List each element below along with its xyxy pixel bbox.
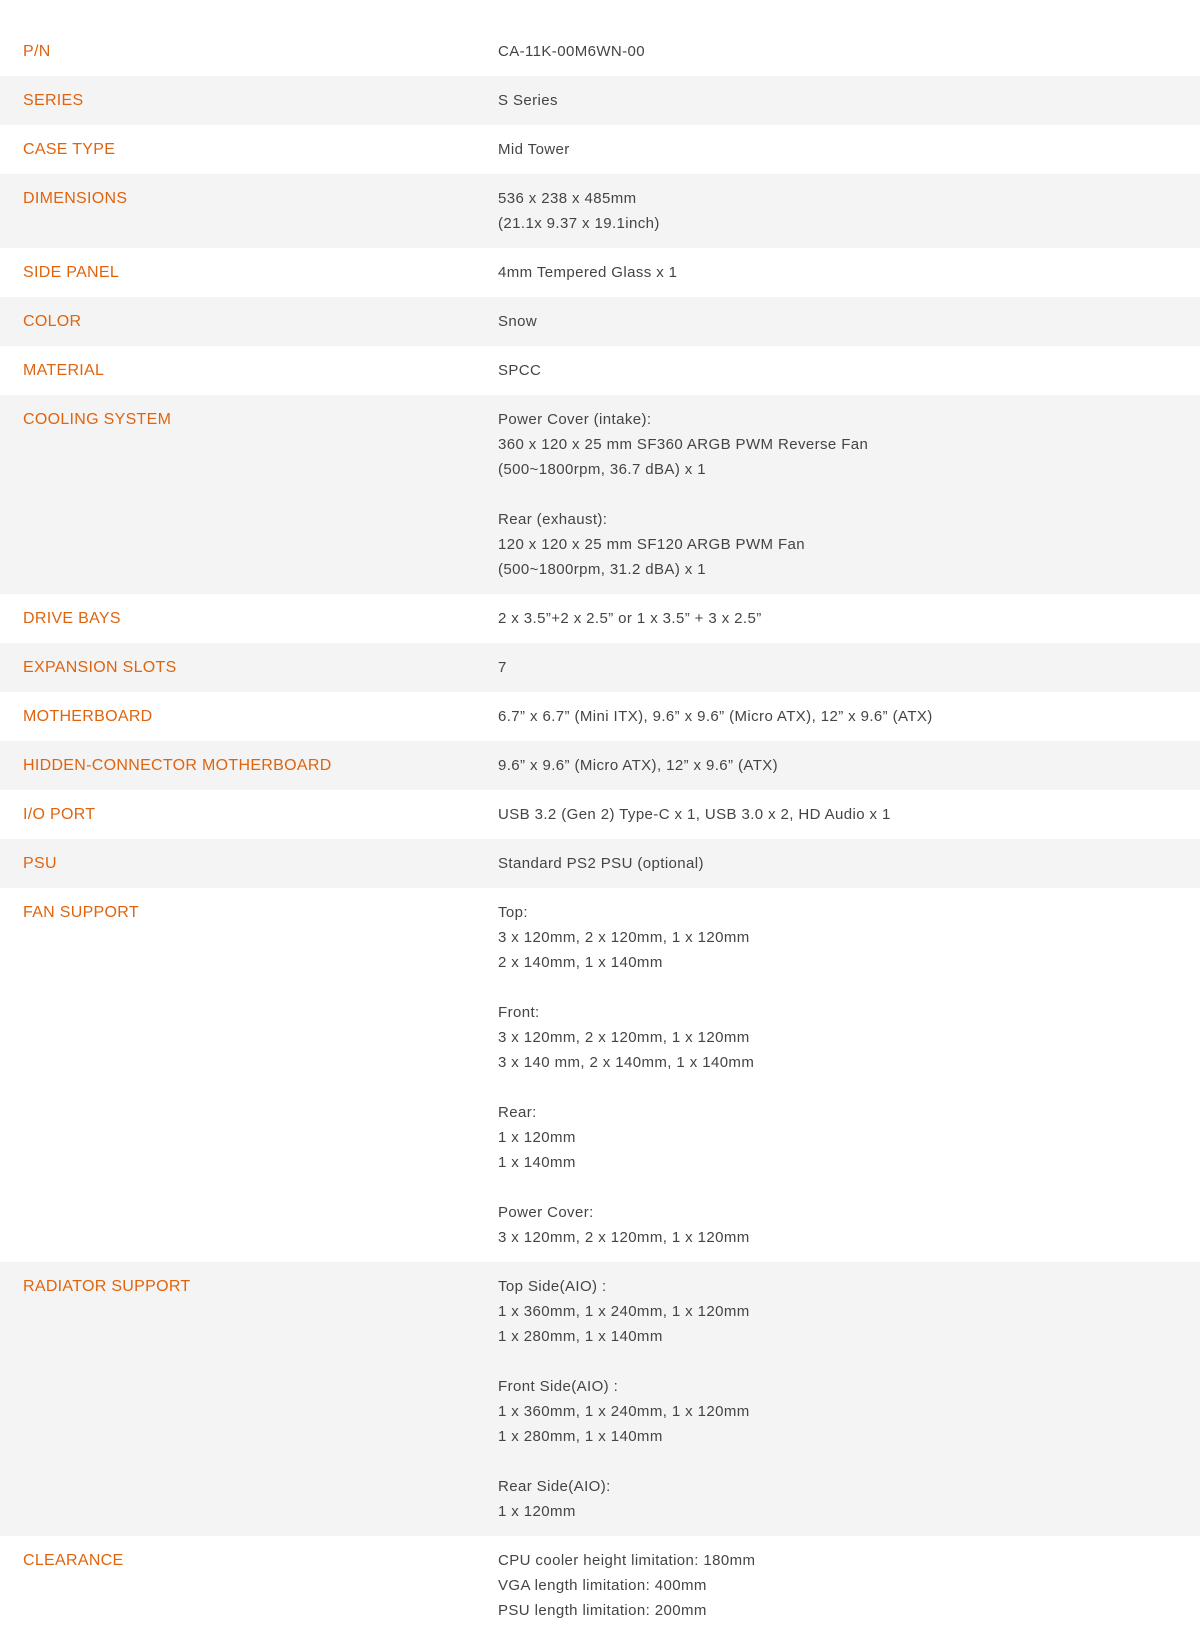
spec-value-line: 3 x 140 mm, 2 x 140mm, 1 x 140mm — [498, 1054, 755, 1071]
spec-row — [0, 839, 1200, 888]
spec-value-line: Top: — [498, 904, 528, 921]
spec-value-line: 1 x 280mm, 1 x 140mm — [498, 1328, 663, 1345]
spec-value-line: 6.7” x 6.7” (Mini ITX), 9.6” x 9.6” (Micro ATX), 12” x 9.6” (ATX) — [498, 708, 933, 725]
spec-row — [0, 395, 1200, 594]
spec-label: CASE TYPE — [23, 141, 116, 158]
spec-value-line — [498, 975, 1200, 1000]
spec-label: MOTHERBOARD — [23, 708, 153, 725]
spec-label: MATERIAL — [23, 362, 105, 379]
spec-value-line: 2 x 3.5”+2 x 2.5” or 1 x 3.5” + 3 x 2.5” — [498, 610, 762, 627]
spec-value-line — [498, 1449, 1200, 1474]
spec-value-line: 1 x 360mm, 1 x 240mm, 1 x 120mm — [498, 1403, 750, 1420]
spec-value-line: USB 3.2 (Gen 2) Type-C x 1, USB 3.0 x 2, HD Audio x 1 — [498, 806, 891, 823]
spec-row — [0, 297, 1200, 346]
spec-value — [498, 309, 1200, 334]
spec-row — [0, 594, 1200, 643]
spec-value-line: VGA length limitation: 400mm — [498, 1577, 707, 1594]
spec-value-line: Top Side(AIO) : — [498, 1278, 607, 1295]
spec-value — [498, 260, 1200, 285]
spec-value-line: Power Cover: — [498, 1204, 594, 1221]
spec-value-line: Rear Side(AIO): — [498, 1478, 611, 1495]
spec-value-line: S Series — [498, 92, 558, 109]
spec-value-line: CA-11K-00M6WN-00 — [498, 43, 645, 60]
spec-value-line: Power Cover (intake): — [498, 411, 652, 428]
spec-row — [0, 790, 1200, 839]
spec-value — [498, 753, 1200, 778]
spec-value — [498, 1548, 1200, 1623]
spec-value — [498, 802, 1200, 827]
spec-value — [498, 704, 1200, 729]
spec-value — [498, 851, 1200, 876]
spec-value — [498, 137, 1200, 162]
spec-label: PSU — [23, 855, 57, 872]
spec-value-line: (500~1800rpm, 36.7 dBA) x 1 — [498, 461, 707, 478]
spec-value — [498, 606, 1200, 631]
spec-value-line: 1 x 120mm — [498, 1129, 576, 1146]
spec-row — [0, 692, 1200, 741]
spec-row — [0, 1262, 1200, 1536]
spec-row — [0, 346, 1200, 395]
spec-value-line: 3 x 120mm, 2 x 120mm, 1 x 120mm — [498, 1229, 750, 1246]
spec-value-line: 1 x 140mm — [498, 1154, 576, 1171]
spec-value-line: 1 x 280mm, 1 x 140mm — [498, 1428, 663, 1445]
spec-label: DRIVE BAYS — [23, 610, 121, 627]
spec-value-line: 2 x 140mm, 1 x 140mm — [498, 954, 663, 971]
spec-value-line: 120 x 120 x 25 mm SF120 ARGB PWM Fan — [498, 536, 806, 553]
spec-value-line: 3 x 120mm, 2 x 120mm, 1 x 120mm — [498, 1029, 750, 1046]
spec-value — [498, 358, 1200, 383]
spec-label: HIDDEN-CONNECTOR MOTHERBOARD — [23, 757, 332, 774]
spec-value — [498, 655, 1200, 680]
spec-value-line: CPU cooler height limitation: 180mm — [498, 1552, 756, 1569]
spec-value-line — [498, 482, 1200, 507]
spec-value-line: Standard PS2 PSU (optional) — [498, 855, 704, 872]
spec-row — [0, 27, 1200, 76]
spec-value-line: Snow — [498, 313, 538, 330]
spec-value-line: 7 — [498, 659, 507, 676]
spec-value-line: (21.1x 9.37 x 19.1inch) — [498, 215, 660, 232]
spec-label: FAN SUPPORT — [23, 904, 139, 921]
spec-value — [498, 39, 1200, 64]
spec-value-line: Front: — [498, 1004, 540, 1021]
spec-value — [498, 1274, 1200, 1524]
spec-value-line: 1 x 360mm, 1 x 240mm, 1 x 120mm — [498, 1303, 750, 1320]
spec-label: RADIATOR SUPPORT — [23, 1278, 191, 1295]
spec-row — [0, 248, 1200, 297]
spec-label: SIDE PANEL — [23, 264, 120, 281]
spec-row — [0, 888, 1200, 1262]
spec-value-line: Rear (exhaust): — [498, 511, 608, 528]
spec-table — [0, 27, 1200, 1635]
spec-value-line: (500~1800rpm, 31.2 dBA) x 1 — [498, 561, 707, 578]
spec-label: COLOR — [23, 313, 82, 330]
spec-value-line: 360 x 120 x 25 mm SF360 ARGB PWM Reverse Fan — [498, 436, 869, 453]
spec-label: I/O PORT — [23, 806, 96, 823]
spec-value — [498, 407, 1200, 582]
spec-value-line: 3 x 120mm, 2 x 120mm, 1 x 120mm — [498, 929, 750, 946]
spec-value — [498, 88, 1200, 113]
spec-value-line: PSU length limitation: 200mm — [498, 1602, 707, 1619]
spec-value — [498, 186, 1200, 236]
spec-label: SERIES — [23, 92, 84, 109]
spec-row — [0, 643, 1200, 692]
spec-value-line: SPCC — [498, 362, 542, 379]
spec-label: COOLING SYSTEM — [23, 411, 172, 428]
spec-label: P/N — [23, 43, 51, 60]
spec-row — [0, 1536, 1200, 1635]
spec-label: EXPANSION SLOTS — [23, 659, 177, 676]
spec-value-line — [498, 1175, 1200, 1200]
spec-row — [0, 76, 1200, 125]
spec-value-line: 4mm Tempered Glass x 1 — [498, 264, 678, 281]
spec-value-line: 1 x 120mm — [498, 1503, 576, 1520]
spec-value-line — [498, 1349, 1200, 1374]
spec-value — [498, 900, 1200, 1250]
spec-label: DIMENSIONS — [23, 190, 128, 207]
spec-value-line: Rear: — [498, 1104, 537, 1121]
spec-value-line: Front Side(AIO) : — [498, 1378, 619, 1395]
spec-value-line: 536 x 238 x 485mm — [498, 190, 637, 207]
spec-row — [0, 741, 1200, 790]
spec-value-line: Mid Tower — [498, 141, 570, 158]
spec-value-line — [498, 1075, 1200, 1100]
spec-label: CLEARANCE — [23, 1552, 124, 1569]
spec-value-line: 9.6” x 9.6” (Micro ATX), 12” x 9.6” (ATX) — [498, 757, 779, 774]
spec-row — [0, 174, 1200, 248]
spec-row — [0, 125, 1200, 174]
